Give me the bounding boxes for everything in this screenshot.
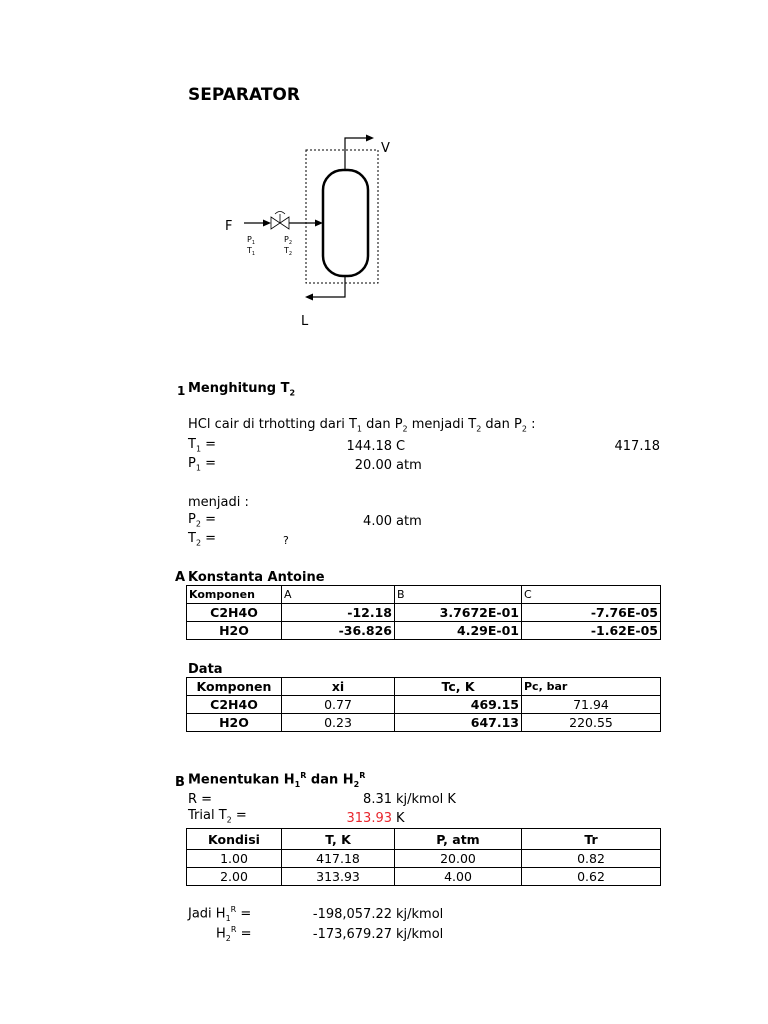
t2-label: $T_2$ [284,246,293,257]
p2-unit: atm [396,514,422,529]
table-cell: 20.00 [395,850,522,868]
table-row [187,696,661,714]
data-table [186,677,661,732]
sectionB-heading: Menentukan $H_1^R$ dan $H_2^R$ [188,771,366,789]
table-header-row [187,678,661,696]
trial-value: 313.93 [346,811,392,826]
sectionA-heading: Konstanta Antoine [188,570,325,585]
h2r-unit: kj/kmol [396,927,444,942]
liquid-arrow-icon [305,294,313,301]
table-cell: 2.00 [187,868,282,886]
feed-arrow-icon [263,220,271,227]
table-cell: 469.15 [395,696,522,714]
p1-label: $P_1$ [247,235,256,246]
table-cell: 0.77 [282,696,395,714]
table-cell: 71.94 [522,696,661,714]
vapor-label: V [381,141,390,156]
table-cell: 417.18 [282,850,395,868]
separator-vessel [323,170,368,276]
table-row [187,714,661,732]
table-cell: 4.29E-01 [395,622,522,640]
table-header: P, atm [395,829,522,850]
table-cell: 4.00 [395,868,522,886]
table-header: Tr [522,829,661,850]
becomes-label: menjadi : [188,495,249,510]
t1-kelvin: 417.18 [614,439,660,454]
p2-label: $P_2$ = [188,512,216,529]
p1-value: 20.00 [354,458,392,473]
h1r-value: -198,057.22 [312,907,392,922]
table-cell: -7.76E-05 [522,604,661,622]
table-header: B [395,586,522,604]
antoine-table [186,585,661,640]
sectionB-letter: B [175,775,185,790]
feed-label: F [225,219,233,234]
t1-value: 144.18 [346,439,392,454]
table-cell: 3.7672E-01 [395,604,522,622]
p2-label: $P_2$ [284,235,293,246]
vapor-line [345,138,368,170]
separator-diagram [0,0,768,340]
table-row [187,850,661,868]
table-cell: -12.18 [282,604,395,622]
p1-unit: atm [396,458,422,473]
h2r-label: $H_2^R$ = [216,925,252,943]
table-cell: C2H4O [187,696,282,714]
kondisi-table [186,828,661,886]
table-cell: 647.13 [395,714,522,732]
sectionA-letter: A [175,570,186,585]
data-heading: Data [188,662,223,677]
t2-value: ? [283,534,289,547]
r-value: 8.31 [363,792,392,807]
p2-value: 4.00 [363,514,392,529]
table-row [187,868,661,886]
t1-unit: C [396,439,406,454]
vapor-arrow-icon [366,135,374,142]
trial-unit: K [396,811,405,826]
table-cell: 313.93 [282,868,395,886]
r-unit: kj/kmol K [396,792,456,807]
table-header: A [282,586,395,604]
page-title: SEPARATOR [188,85,300,105]
table-cell: C2H4O [187,604,282,622]
liquid-label: L [301,314,309,329]
liquid-line [312,276,345,297]
table-row [187,604,661,622]
table-header: Komponen [187,586,282,604]
h1r-unit: kj/kmol [396,907,444,922]
table-cell: -1.62E-05 [522,622,661,640]
t2-label: $T_2$ = [188,531,217,548]
table-cell: 0.62 [522,868,661,886]
table-header-row [187,586,661,604]
table-cell: 220.55 [522,714,661,732]
table-cell: 0.23 [282,714,395,732]
section1-number: 1 [177,384,186,398]
table-header: Kondisi [187,829,282,850]
table-header: C [522,586,661,604]
valve-icon [271,217,280,229]
p1-label: $P_1$ = [188,456,216,473]
table-cell: H2O [187,714,282,732]
table-header: Komponen [187,678,282,696]
t1-label: $T_1$ = [188,437,217,454]
table-cell: 0.82 [522,850,661,868]
r-label: R = [188,792,213,807]
h2r-value: -173,679.27 [312,927,392,942]
trial-label: Trial $T_2$ = [188,808,247,825]
table-row [187,622,661,640]
t1-label: $T_1$ [247,246,256,257]
table-cell: 1.00 [187,850,282,868]
table-header: Tc, K [395,678,522,696]
section1-description: HCl cair di trhotting dari $T_1$ dan $P_2$ menjadi $T_2$ dan $P_2$ : [188,417,536,434]
section1-heading: Menghitung $T_2$ [188,381,296,398]
table-header: xi [282,678,395,696]
table-header-row [187,829,661,850]
table-header: Pc, bar [522,678,661,696]
table-cell: -36.826 [282,622,395,640]
h1r-label: Jadi $H_1^R$ = [188,905,252,923]
table-cell: H2O [187,622,282,640]
table-header: T, K [282,829,395,850]
